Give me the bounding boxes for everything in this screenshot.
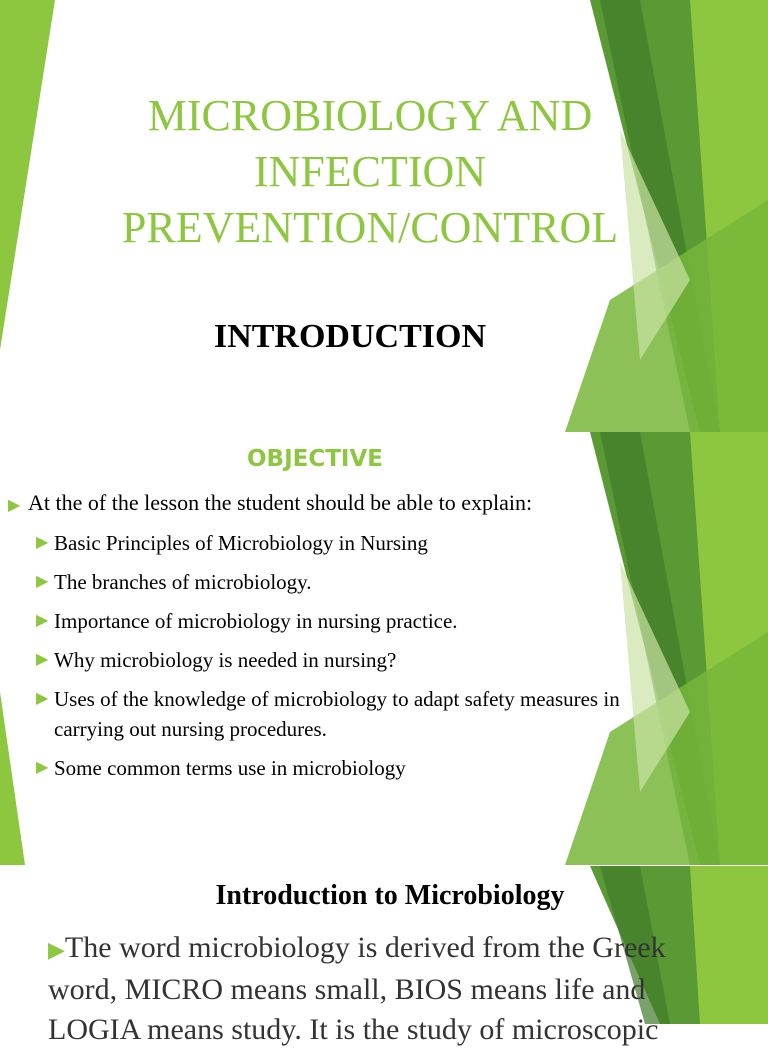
list-item-text: The branches of microbiology. (54, 570, 312, 594)
triangle-bullet-icon: ▶ (48, 937, 65, 962)
slide-objective (0, 432, 768, 865)
list-item (36, 753, 636, 783)
triangle-bullet-icon: ▶ (8, 497, 21, 514)
list-item-text: Importance of microbiology in nursing practice. (54, 609, 458, 633)
triangle-bullet-icon: ▶ (36, 612, 49, 629)
slide-introduction (0, 866, 768, 1046)
title-line-3: PREVENTION/CONTROL (121, 203, 619, 252)
subtitle: INTRODUCTION (213, 318, 487, 355)
list-item-text: Uses of the knowledge of microbiology to adapt safety measures in carrying out nursing procedures. (54, 687, 620, 741)
list-item-text: Why microbiology is needed in nursing? (54, 648, 397, 672)
intro-title: Introduction to Microbiology (215, 880, 565, 911)
list-item (36, 684, 636, 744)
title-line-1: MICROBIOLOGY AND (147, 91, 593, 140)
presentation-title (90, 88, 650, 256)
objective-list (36, 528, 636, 792)
list-item (36, 645, 636, 675)
triangle-bullet-icon: ▶ (36, 690, 49, 707)
objective-lead (8, 490, 532, 516)
objective-lead-text: At the of the lesson the student should be able to explain: (28, 490, 533, 515)
slide-title (0, 0, 768, 432)
list-item (36, 567, 636, 597)
objective-title: OBJECTIVE (247, 446, 383, 472)
intro-body-text: The word microbiology is derived from the Greek word, MICRO means small, BIOS means life and LOGIA means study. It is the study of microscopic (48, 931, 666, 1046)
list-item (36, 606, 636, 636)
triangle-bullet-icon: ▶ (36, 534, 49, 551)
list-item-text: Some common terms use in microbiology (54, 756, 406, 780)
list-item-text: Basic Principles of Microbiology in Nursing (54, 531, 428, 555)
title-line-2: INFECTION (253, 147, 487, 196)
intro-body (48, 928, 738, 1050)
triangle-bullet-icon: ▶ (36, 651, 49, 668)
left-green-shape (0, 0, 55, 350)
triangle-bullet-icon: ▶ (36, 573, 49, 590)
triangle-bullet-icon: ▶ (36, 759, 49, 776)
list-item (36, 528, 636, 558)
left-green-shape (0, 692, 25, 865)
